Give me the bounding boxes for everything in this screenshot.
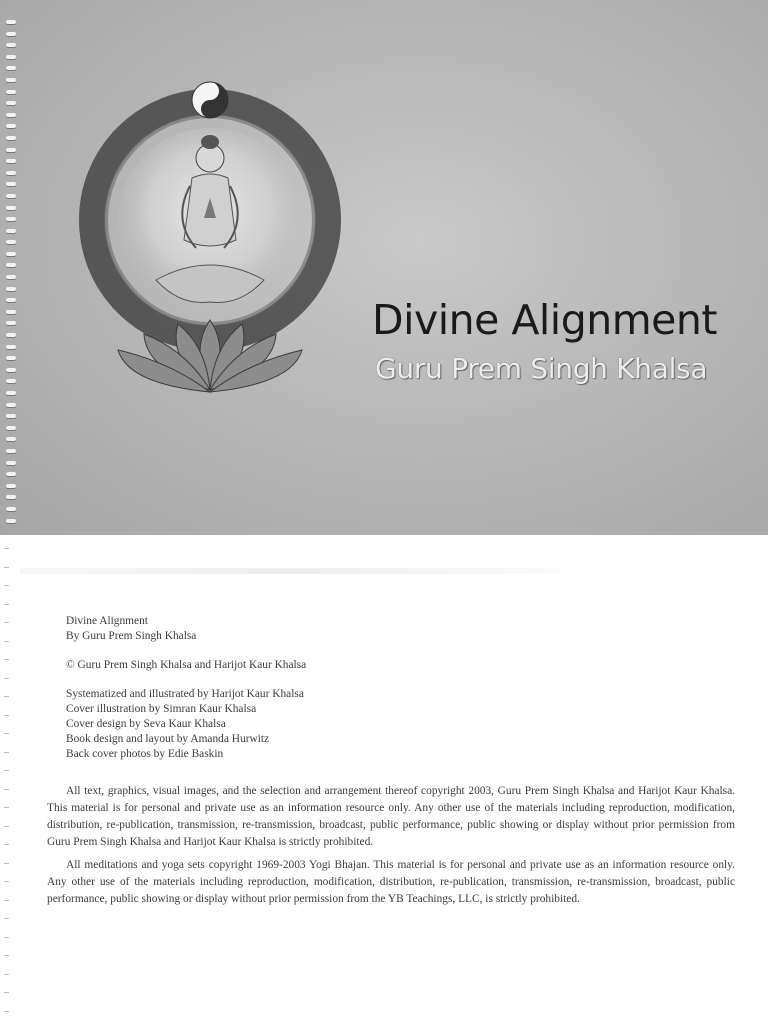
meditating-figure-illustration xyxy=(60,70,360,410)
copyright-line: © Guru Prem Singh Khalsa and Harijot Kaur Khalsa xyxy=(66,659,307,671)
contributor-line: Cover design by Seva Kaur Khalsa xyxy=(66,718,226,730)
contributor-line: Back cover photos by Edie Baskin xyxy=(66,748,224,760)
book-title-line: Divine Alignment xyxy=(66,615,148,627)
cover-title: Divine Alignment xyxy=(372,296,717,344)
contributor-line: Cover illustration by Simran Kaur Khalsa xyxy=(66,703,257,715)
byline: By Guru Prem Singh Khalsa xyxy=(66,630,197,642)
yin-yang-icon xyxy=(192,82,228,118)
credits-block xyxy=(66,614,726,762)
spiral-binding-icon xyxy=(6,20,20,525)
contributor-line: Book design and layout by Amanda Hurwitz xyxy=(66,733,270,745)
faint-scan-line xyxy=(20,568,560,574)
margin-marks xyxy=(4,548,12,1018)
contributor-line: Systematized and illustrated by Harijot Kaur Khalsa xyxy=(66,688,304,700)
legal-paragraph-1: All text, graphics, visual images, and the selection and arrangement thereof copyright 2003, Guru Prem Singh Khalsa and Harijot Kaur Khalsa. This material is for personal and private use as an information resource only. Any other use of the materials including reproduction, modification, distribution, re-publication, transmission, re-transmission, broadcast, public performance, public showing or display without prior permission from Guru Prem Singh Khalsa and Harijot Kaur Khalsa is strictly prohibited. xyxy=(47,785,735,848)
legal-paragraph-2: All meditations and yoga sets copyright 1969-2003 Yogi Bhajan. This material is for personal and private use as an information resource only. Any other use of the materials including reproduction, modification, distribution, re-publication, transmission, re-transmission, broadcast, public performance, public showing or display without prior permission from the YB Teachings, LLC, is strictly prohibited. xyxy=(47,859,735,905)
cover-author: Guru Prem Singh Khalsa xyxy=(375,352,708,385)
